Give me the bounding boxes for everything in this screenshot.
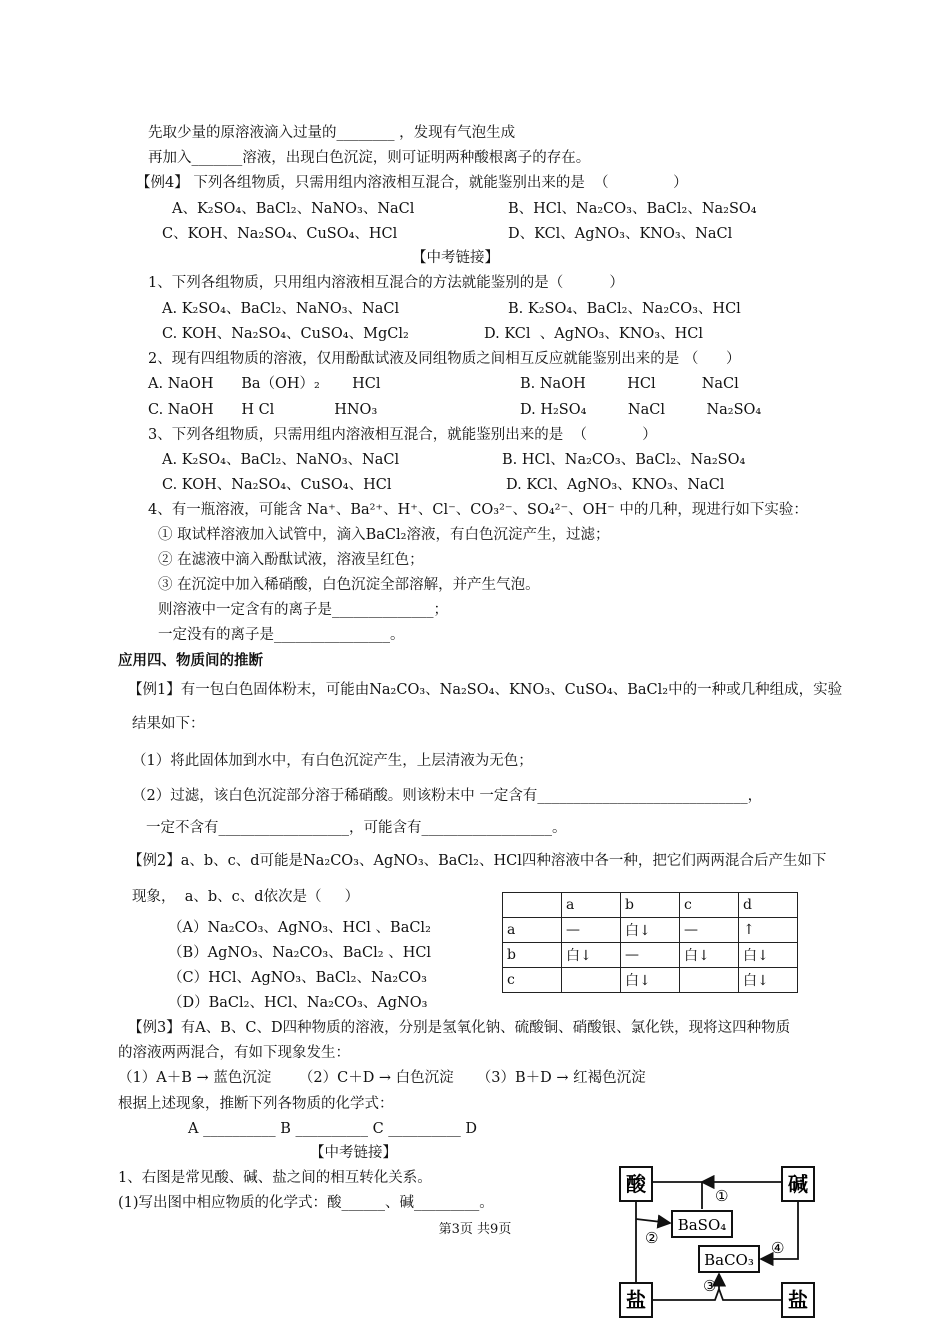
conversion-diagram <box>615 1163 825 1323</box>
table-cell: a <box>503 918 562 943</box>
text-line: 的溶液两两混合，有如下现象发生： <box>118 1045 350 1061</box>
baso4-label: BaSO₄ <box>677 1216 727 1234</box>
table-row <box>503 968 798 993</box>
table-cell: a <box>562 893 621 918</box>
marker-4: ④ <box>771 1239 785 1257</box>
table-cell: ↑ <box>739 918 798 943</box>
reaction-table <box>502 892 798 993</box>
text-line: D. KCl 、AgNO₃、KNO₃、HCl <box>484 326 703 342</box>
text-line: A、K₂SO₄、BaCl₂、NaNO₃、NaCl <box>172 201 415 217</box>
table-cell <box>503 893 562 918</box>
text-line: 【例1】有一包白色固体粉末，可能由Na₂CO₃、Na₂SO₄、KNO₃、CuSO₄、BaCl₂中的一种或几种组成，实验 <box>128 682 843 698</box>
text-line: A. NaOH Ba（OH）₂ HCl <box>148 376 381 392</box>
text-line: 结果如下： <box>132 716 205 732</box>
text-line: （D）BaCl₂、HCl、Na₂CO₃、AgNO₃ <box>168 995 428 1011</box>
text-line: （A）Na₂CO₃、AgNO₃、HCl 、BaCl₂ <box>168 920 431 936</box>
text-line: ② 在滤液中滴入酚酞试液，溶液呈红色； <box>158 552 424 568</box>
text-line: 1、右图是常见酸、碱、盐之间的相互转化关系。 <box>118 1170 432 1186</box>
text-line: 再加入_______溶液，出现白色沉淀，则可证明两种酸根离子的存在。 <box>148 150 591 166</box>
table-row <box>503 918 798 943</box>
text-line: ① 取试样溶液加入试管中，滴入BaCl₂溶液，有白色沉淀产生，过滤； <box>158 527 610 543</box>
table-row <box>503 943 798 968</box>
text-line: D. KCl、AgNO₃、KNO₃、NaCl <box>506 477 725 493</box>
text-line: 【例4】 下列各组物质，只需用组内溶液相互混合，就能鉴别出来的是 （ ） <box>136 175 688 191</box>
table-cell: — <box>680 918 739 943</box>
text-line: （1）将此固体加到水中，有白色沉淀产生，上层清液为无色； <box>132 753 533 769</box>
page-footer: 第3页 共9页 <box>438 1222 512 1237</box>
text-line: B. K₂SO₄、BaCl₂、Na₂CO₃、HCl <box>508 301 741 317</box>
text-line: 2、现有四组物质的溶液，仅用酚酞试液及同组物质之间相互反应就能鉴别出来的是 （ ） <box>148 351 741 367</box>
table-cell: d <box>739 893 798 918</box>
text-line: 一定不含有__________________，可能含有__________________。 <box>146 820 567 836</box>
text-line: 4、有一瓶溶液，可能含 Na⁺、Ba²⁺、H⁺、Cl⁻、CO₃²⁻、SO₄²⁻、OH⁻ 中的几种，现进行如下实验： <box>148 502 808 518</box>
table-cell: 白↓ <box>621 918 680 943</box>
text-line: (1)写出图中相应物质的化学式：酸______、碱_________。 <box>118 1195 494 1211</box>
text-line: （2）过滤，该白色沉淀部分溶于稀硝酸。则该粉末中 一定含有_____________________________， <box>132 788 763 804</box>
text-line: B、HCl、Na₂CO₃、BaCl₂、Na₂SO₄ <box>508 201 757 217</box>
text-line: 3、下列各组物质，只需用组内溶液相互混合，就能鉴别出来的是 （ ） <box>148 427 657 443</box>
text-line: C. NaOH H Cl HNO₃ <box>148 402 378 418</box>
marker-1: ① <box>715 1187 729 1205</box>
table-cell: c <box>503 968 562 993</box>
acid-label: 酸 <box>626 1172 646 1196</box>
arrow-3 <box>652 1274 782 1300</box>
text-line: A. K₂SO₄、BaCl₂、NaNO₃、NaCl <box>162 301 400 317</box>
table-cell: c <box>680 893 739 918</box>
text-line: A __________ B __________ C __________ D <box>188 1121 478 1137</box>
text-line: 则溶液中一定含有的离子是______________； <box>158 602 448 618</box>
text-line: B. HCl、Na₂CO₃、BaCl₂、Na₂SO₄ <box>502 452 746 468</box>
table-cell: 白↓ <box>621 968 680 993</box>
marker-2: ② <box>645 1229 659 1247</box>
text-line: B. NaOH HCl NaCl <box>520 376 739 392</box>
text-line: （B）AgNO₃、Na₂CO₃、BaCl₂ 、HCl <box>168 945 432 961</box>
text-line: ③ 在沉淀中加入稀硝酸，白色沉淀全部溶解，并产生气泡。 <box>158 577 540 593</box>
text-line: 1、下列各组物质，只用组内溶液相互混合的方法就能鉴别的是（ ） <box>148 275 624 291</box>
text-line: 现象， a、b、c、d依次是（ ） <box>132 889 360 905</box>
table-cell: — <box>621 943 680 968</box>
text-line: D. H₂SO₄ NaCl Na₂SO₄ <box>520 402 762 418</box>
table-cell: 白↓ <box>739 968 798 993</box>
text-line: D、KCl、AgNO₃、KNO₃、NaCl <box>508 226 733 242</box>
text-line: C、KOH、Na₂SO₄、CuSO₄、HCl <box>162 226 398 242</box>
text-line: A. K₂SO₄、BaCl₂、NaNO₃、NaCl <box>162 452 400 468</box>
table-cell: 白↓ <box>680 943 739 968</box>
text-line: 【例3】有A、B、C、D四种物质的溶液，分别是氢氧化钠、硫酸铜、硝酸银、氯化铁，现将这四种物质 <box>128 1020 791 1036</box>
salt-right-label: 盐 <box>788 1288 808 1312</box>
baco3-label: BaCO₃ <box>704 1251 754 1269</box>
text-line: 先取少量的原溶液滴入过量的________ ，发现有气泡生成 <box>148 125 516 141</box>
text-line: （C）HCl、AgNO₃、BaCl₂、Na₂CO₃ <box>168 970 427 986</box>
base-label: 碱 <box>788 1172 808 1196</box>
section-heading: 【中考链接】 <box>310 1145 397 1161</box>
text-line: 【例2】a、b、c、d可能是Na₂CO₃、AgNO₃、BaCl₂、HCl四种溶液中各一种，把它们两两混合后产生如下 <box>128 853 827 869</box>
table-cell: b <box>503 943 562 968</box>
text-line: C. KOH、Na₂SO₄、CuSO₄、HCl <box>162 477 392 493</box>
table-cell <box>680 968 739 993</box>
text-line: 一定没有的离子是________________。 <box>158 627 405 643</box>
text-line: 根据上述现象，推断下列各物质的化学式： <box>118 1096 394 1112</box>
table-cell: — <box>562 918 621 943</box>
table-cell: b <box>621 893 680 918</box>
table-cell: 白↓ <box>562 943 621 968</box>
section-heading: 【中考链接】 <box>412 250 499 266</box>
marker-3: ③ <box>703 1277 717 1295</box>
table-cell <box>562 968 621 993</box>
salt-left-label: 盐 <box>626 1288 646 1312</box>
section-heading: 应用四、物质间的推断 <box>118 652 263 669</box>
text-line: （1）A＋B → 蓝色沉淀 （2）C＋D → 白色沉淀 （3）B＋D → 红褐色沉淀 <box>118 1070 646 1086</box>
table-cell: 白↓ <box>739 943 798 968</box>
table-header-row <box>503 893 798 918</box>
text-line: C. KOH、Na₂SO₄、CuSO₄、MgCl₂ <box>162 326 409 342</box>
